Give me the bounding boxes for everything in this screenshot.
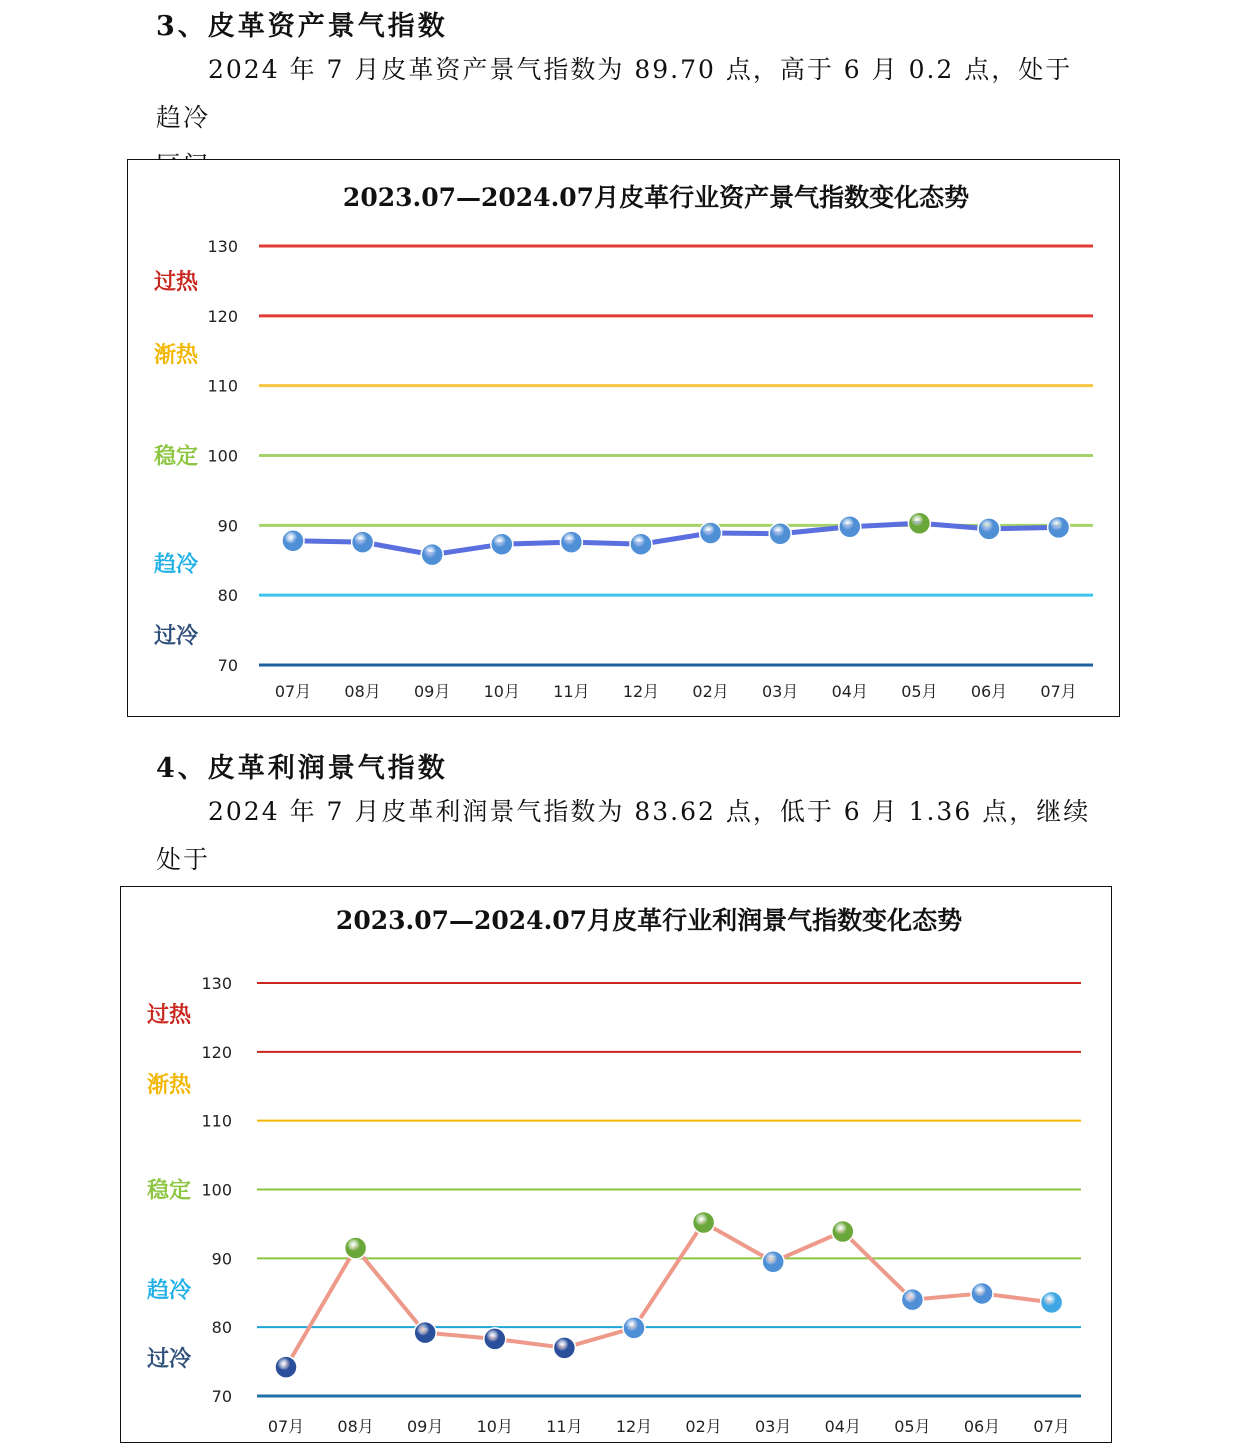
- profit-chart-frame: [120, 886, 1112, 1443]
- asset-xtick-label: 07月: [274, 682, 312, 701]
- asset-zone-label: 过冷: [153, 622, 199, 649]
- asset-xtick-label: 04月: [831, 682, 868, 701]
- profit-xtick-label: 07月: [1033, 1417, 1070, 1436]
- asset-data-point: [700, 522, 722, 544]
- asset-index-chart: [128, 160, 1121, 718]
- profit-data-point: [275, 1356, 297, 1378]
- profit-data-point: [623, 1317, 645, 1339]
- asset-xtick-label: 09月: [414, 682, 451, 701]
- asset-xtick-label: 05月: [901, 682, 938, 701]
- section4-text-line1: 2024 年 7 月皮革利润景气指数为 83.62 点，低于 6 月 1.36 点，继续处于: [156, 797, 1091, 874]
- profit-xtick-label: 07月: [267, 1417, 305, 1436]
- asset-xtick-label: 07月: [1040, 682, 1077, 701]
- asset-data-point: [908, 512, 930, 534]
- profit-ytick-label: 90: [211, 1249, 232, 1269]
- asset-xtick-label: 10月: [483, 682, 520, 701]
- profit-xtick-label: 04月: [824, 1417, 861, 1436]
- profit-data-point: [553, 1337, 575, 1359]
- profit-data-point: [414, 1322, 436, 1344]
- profit-xtick-label: 11月: [546, 1417, 583, 1436]
- profit-data-point: [345, 1237, 367, 1259]
- profit-zone-label: 过冷: [146, 1346, 192, 1373]
- asset-ytick-label: 110: [207, 376, 238, 396]
- profit-data-point: [832, 1220, 854, 1242]
- section3-text-line1: 2024 年 7 月皮革资产景气指数为 89.70 点，高于 6 月 0.2 点，处于趋冷: [156, 55, 1073, 132]
- asset-data-point: [978, 518, 1000, 540]
- asset-xtick-label: 12月: [622, 682, 660, 701]
- profit-ytick-label: 130: [201, 974, 232, 993]
- profit-xtick-label: 09月: [407, 1417, 444, 1436]
- asset-data-point: [491, 533, 513, 555]
- asset-xtick-label: 11月: [553, 682, 590, 701]
- profit-xtick-label: 02月: [685, 1417, 722, 1436]
- profit-data-point: [1041, 1291, 1063, 1313]
- asset-ytick-label: 90: [217, 516, 238, 536]
- asset-chart-title: 2023.07—2024.07月皮革行业资产景气指数变化态势: [342, 183, 970, 212]
- asset-ytick-label: 120: [207, 306, 238, 326]
- asset-xtick-label: 02月: [692, 682, 729, 701]
- asset-data-point: [560, 531, 582, 553]
- asset-xtick-label: 08月: [344, 682, 381, 701]
- profit-ytick-label: 70: [211, 1387, 232, 1406]
- asset-xtick-label: 03月: [762, 682, 799, 701]
- asset-ytick-label: 70: [217, 656, 238, 675]
- asset-ytick-label: 130: [207, 237, 238, 256]
- asset-zone-label: 稳定: [153, 443, 199, 470]
- asset-data-point: [1048, 516, 1070, 538]
- profit-data-point: [693, 1212, 715, 1234]
- asset-chart-frame: [127, 159, 1120, 717]
- profit-ytick-label: 120: [201, 1042, 232, 1062]
- asset-ytick-label: 80: [217, 586, 238, 606]
- profit-zone-label: 趋冷: [146, 1277, 192, 1304]
- profit-data-point: [971, 1282, 993, 1304]
- asset-xtick-label: 06月: [970, 682, 1008, 701]
- profit-xtick-label: 12月: [615, 1417, 653, 1436]
- profit-ytick-label: 80: [211, 1318, 232, 1338]
- asset-zone-label: 趋冷: [153, 551, 199, 578]
- asset-zone-label: 过热: [153, 268, 199, 295]
- profit-data-point: [901, 1289, 923, 1311]
- asset-series-line: [293, 523, 1059, 554]
- asset-data-point: [630, 533, 652, 555]
- asset-data-point: [839, 516, 861, 538]
- profit-ytick-label: 110: [201, 1111, 232, 1131]
- profit-data-point: [484, 1328, 506, 1350]
- profit-xtick-label: 10月: [476, 1417, 513, 1436]
- profit-zone-label: 渐热: [146, 1072, 192, 1099]
- profit-xtick-label: 05月: [894, 1417, 931, 1436]
- asset-data-point: [421, 544, 443, 566]
- profit-series-line: [286, 1223, 1052, 1368]
- asset-data-point: [352, 531, 374, 553]
- profit-zone-label: 过热: [146, 1001, 192, 1028]
- profit-xtick-label: 08月: [337, 1417, 374, 1436]
- profit-xtick-label: 06月: [963, 1417, 1001, 1436]
- asset-data-point: [282, 530, 304, 552]
- asset-data-point: [769, 523, 791, 545]
- profit-zone-label: 稳定: [146, 1177, 192, 1204]
- section3-heading: 3、皮革资产景气指数: [156, 11, 448, 42]
- profit-xtick-label: 03月: [755, 1417, 792, 1436]
- profit-chart-title: 2023.07—2024.07月皮革行业利润景气指数变化态势: [335, 906, 963, 935]
- asset-ytick-label: 100: [207, 446, 238, 466]
- asset-zone-label: 渐热: [153, 342, 199, 369]
- profit-ytick-label: 100: [201, 1180, 232, 1200]
- section4-heading: 4、皮革利润景气指数: [156, 753, 448, 784]
- profit-index-chart: [121, 887, 1113, 1444]
- profit-data-point: [762, 1251, 784, 1273]
